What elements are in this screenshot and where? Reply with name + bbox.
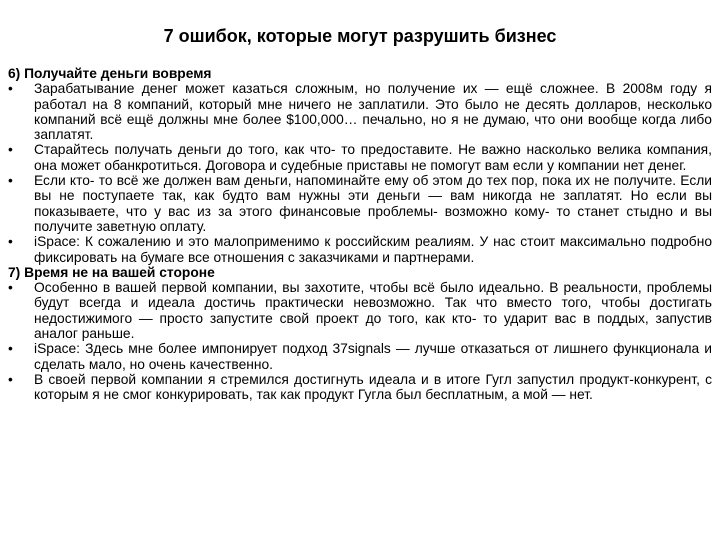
bullet-text: Если кто- то всё же должен вам деньги, напоминайте ему об этом до тех пор, пока их не получите. Если вы не поступаете так, как будто вам нужны эти деньги — вам никогда не заплатят. Но если вы показываете, что у вас из за этого финансовые проблемы- возможно кому- то станет стыдно и вы получите заветную оплату.: [34, 173, 712, 234]
section-heading: 7) Время не на вашей стороне: [8, 264, 215, 280]
bullet-text: iSpace: К сожалению и это малоприменимо к российским реалиям. У нас стоит максимально подробно фиксировать на бумаге все отношения с заказчиками и партнерами.: [34, 234, 712, 265]
section-get-paid: [8, 66, 712, 265]
bullet-item: [8, 280, 712, 341]
bullet-text: iSpace: Здесь мне более импонирует подход 37signals — лучше отказаться от лишнего функционала и сделать мало, но очень качественно.: [34, 341, 712, 372]
bullet-item: [8, 173, 712, 234]
bullet-item: [8, 234, 712, 265]
bullet-text: Старайтесь получать деньги до того, как что- то предоставите. Не важно насколько велика компания, она может обанкротиться. Договора и судебные приставы не помогут вам если у компании нет денег.: [34, 142, 712, 173]
bullet-item: [8, 372, 712, 403]
bullet-marker: •: [8, 371, 13, 387]
bullet-marker: •: [8, 173, 13, 189]
bullet-marker: •: [8, 142, 13, 158]
bullet-marker: •: [8, 280, 13, 296]
bullet-text: Зарабатывание денег может казаться сложным, но получение их — ещё сложнее. В 2008м году я работал на 8 компаний, который мне ничего не заплатили. Это было не десять долларов, несколько компаний всё ещё должны мне более $100,000… печально, но я не думаю, что они вообще когда либо заплатят.: [34, 81, 712, 143]
section-time: [8, 265, 712, 403]
slide-title: 7 ошибок, которые могут разрушить бизнес: [163, 26, 557, 46]
bullet-item: [8, 81, 712, 142]
bullet-list: [8, 280, 712, 402]
bullet-item: [8, 142, 712, 173]
bullet-marker: •: [8, 234, 13, 250]
section-heading: 6) Получайте деньги вовремя: [8, 66, 212, 81]
bullet-text: В своей первой компании я стремился достигнуть идеала и в итоге Гугл запустил продукт-конкурент, с которым я не смог конкурировать, так как продукт Гугла был бесплатным, а мой — нет.: [34, 371, 712, 403]
bullet-marker: •: [8, 81, 13, 97]
bullet-list: [8, 81, 712, 265]
bullet-marker: •: [8, 341, 13, 357]
bullet-text: Особенно в вашей первой компании, вы захотите, чтобы всё было идеально. В реальности, проблемы будут всегда и идеала достичь практически невозможно. Так что вместо того, чтобы достигать недостижимого — просто запустите свой проект до того, как кто- то ударит вас в поддых, запустив аналог раньше.: [34, 280, 712, 342]
bullet-item: [8, 341, 712, 372]
slide-content: [8, 66, 712, 403]
